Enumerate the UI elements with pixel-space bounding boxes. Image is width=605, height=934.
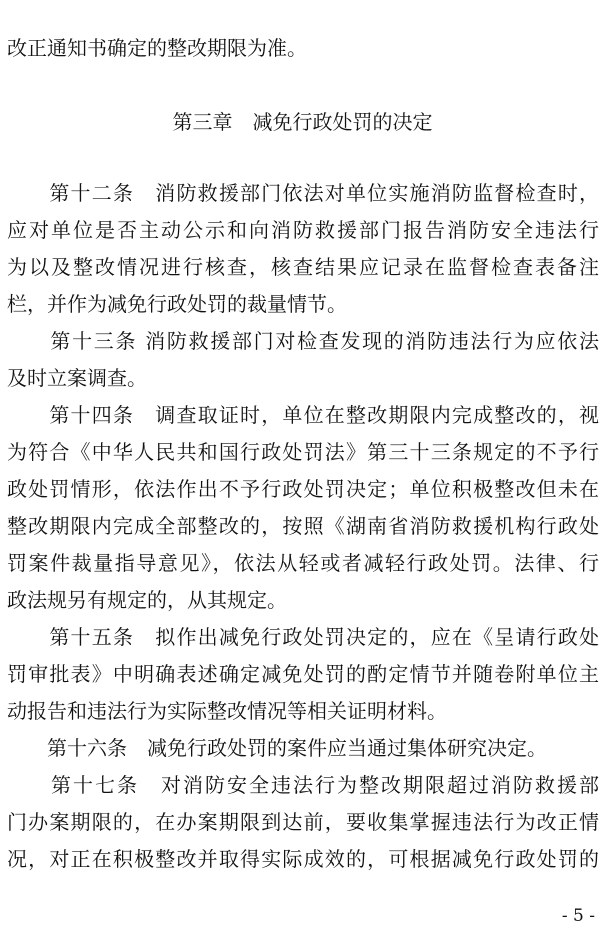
- article-14-line: 政法规另有规定的，从其规定。: [7, 588, 287, 612]
- article-12-line: 栏，并作为减免行政处罚的裁量情节。: [7, 292, 347, 316]
- article-16-line: 第十六条 减免行政处罚的案件应当通过集体研究决定。: [7, 736, 547, 760]
- article-17-line: 门办案期限的，在办案期限到达前，要收集掌握违法行为改正情: [7, 810, 599, 834]
- article-14-line: 政处罚情形，依法作出不予行政处罚决定；单位积极整改但未在: [7, 477, 599, 501]
- article-17-line: 第十七条 对消防安全违法行为整改期限超过消防救援部: [7, 773, 599, 797]
- article-12-line: 为以及整改情况进行核查，核查结果应记录在监督检查表备注: [7, 255, 599, 279]
- article-12-line: 第十二条 消防救援部门依法对单位实施消防监督检查时，: [7, 181, 599, 205]
- page-number: - 5 -: [561, 906, 595, 926]
- article-12-line: 应对单位是否主动公示和向消防救援部门报告消防安全违法行: [7, 218, 599, 242]
- article-14-line: 为符合《中华人民共和国行政处罚法》第三十三条规定的不予行: [7, 440, 599, 464]
- text-line: 改正通知书确定的整改期限为准。: [7, 36, 307, 60]
- article-14-line: 第十四条 调查取证时，单位在整改期限内完成整改的，视: [7, 403, 599, 427]
- article-15-line: 罚审批表》中明确表述确定减免处罚的酌定情节并随卷附单位主: [7, 662, 599, 686]
- article-15-line: 第十五条 拟作出减免行政处罚决定的，应在《呈请行政处: [7, 625, 599, 649]
- article-17-line: 况，对正在积极整改并取得实际成效的，可根据减免行政处罚的: [7, 847, 599, 871]
- article-14-line: 整改期限内完成全部整改的，按照《湖南省消防救援机构行政处: [7, 514, 599, 538]
- article-14-line: 罚案件裁量指导意见》，依法从轻或者减轻行政处罚。法律、行: [7, 551, 599, 575]
- chapter-heading: 第三章 减免行政处罚的决定: [172, 110, 433, 134]
- article-15-line: 动报告和违法行为实际整改情况等相关证明材料。: [7, 699, 447, 723]
- article-13-line: 第十三条 消防救援部门对检查发现的消防违法行为应依法: [7, 329, 599, 353]
- article-13-line: 及时立案调查。: [7, 366, 147, 390]
